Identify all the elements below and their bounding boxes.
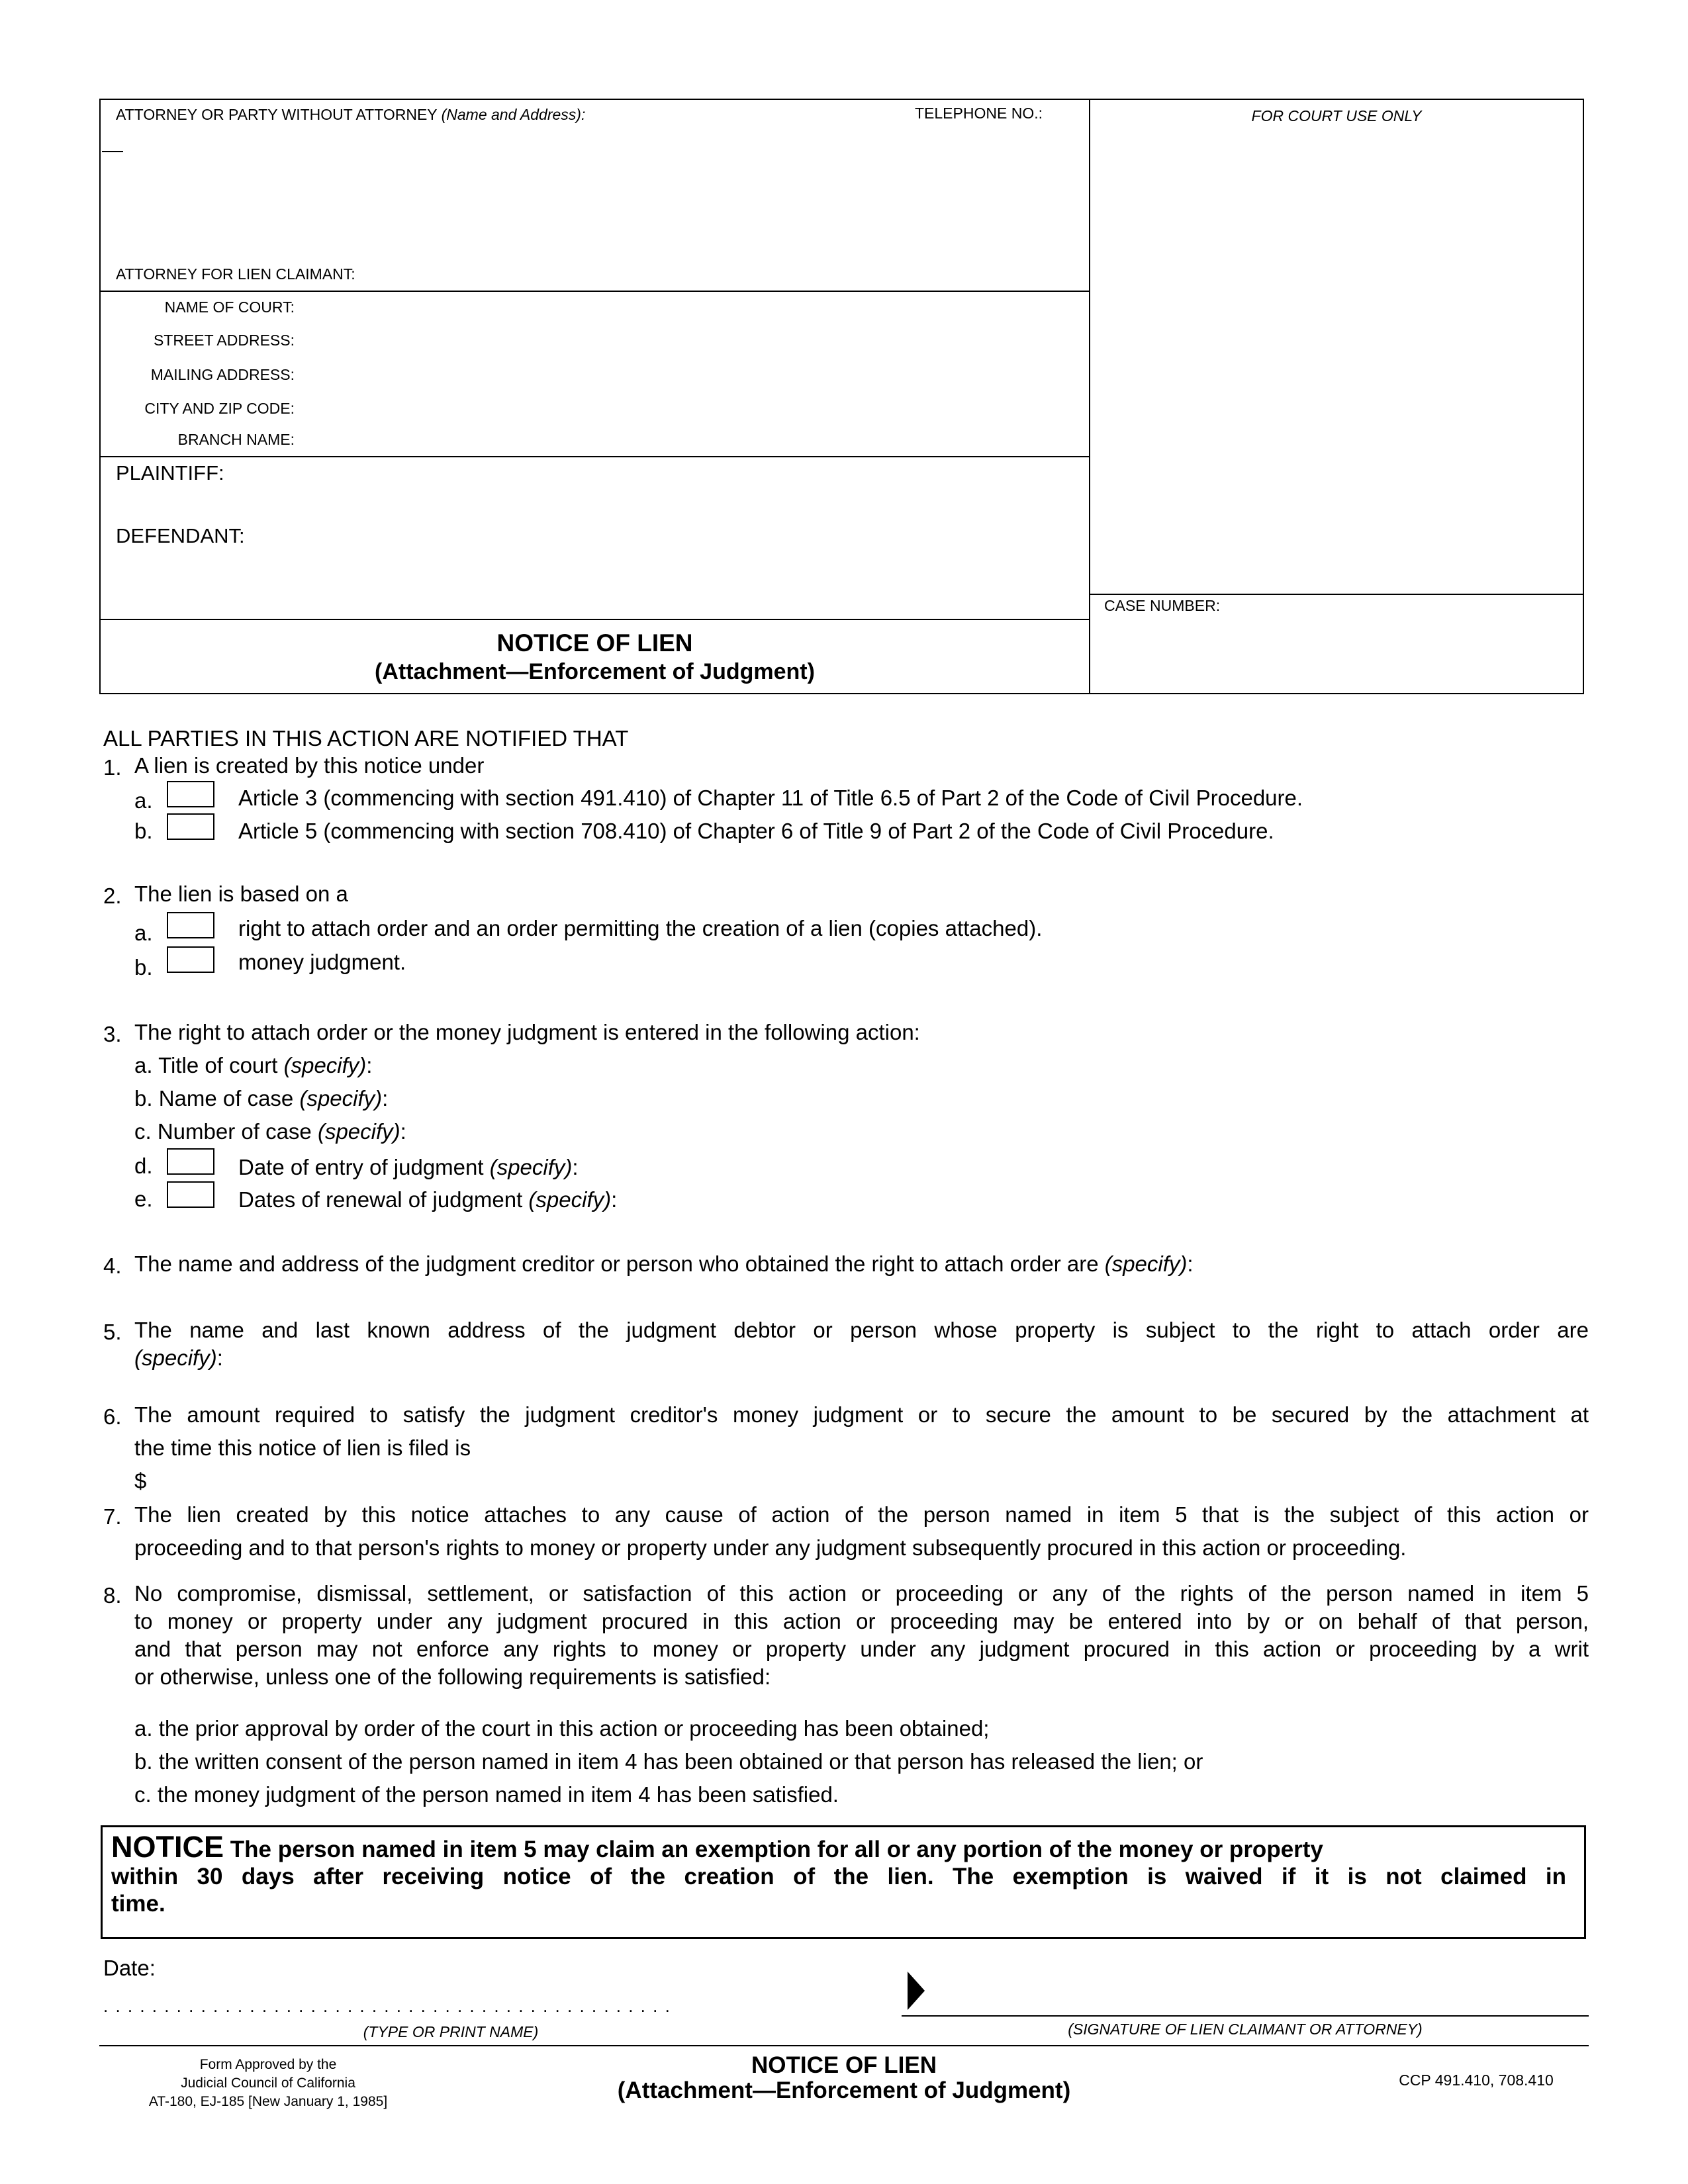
- plaintiff-label: PLAINTIFF:: [116, 461, 224, 484]
- item-2a-checkbox[interactable]: [167, 912, 214, 938]
- notice-line-2: within 30 days after receiving notice of the creation of the lien. The exemption is waived if it is not claimed in: [111, 1864, 1566, 1889]
- item-1a-checkbox[interactable]: [167, 781, 214, 807]
- name-dotted-line[interactable]: . . . . . . . . . . . . . . . . . . . . . . . . . . . . . . . . . . . . . . . . . . . . . . .: [103, 1996, 671, 2016]
- item-3e-checkbox[interactable]: [167, 1181, 214, 1208]
- form-subtitle: (Attachment—Enforcement of Judgment): [375, 659, 815, 684]
- footer-title: NOTICE OF LIEN: [751, 2052, 937, 2078]
- item-7-line-1: The lien created by this notice attaches to any cause of action of the person named in item 5 that is the subject of this action or: [134, 1502, 1589, 1527]
- mailing-address-label: MAILING ADDRESS:: [150, 366, 295, 383]
- code-citation: CCP 491.410, 708.410: [1399, 2071, 1554, 2089]
- item-6-line-1: The amount required to satisfy the judgment creditor's money judgment or to secure the amount to be secured by the attachment at: [134, 1402, 1589, 1427]
- notice-text: NOTICE The person named in item 5 may claim an exemption for all or any portion of the money or property within 30 days after receiving notice of the creation of the lien. The exemption is waived if it is not claimed in time.: [111, 1832, 1566, 1919]
- item-1a-letter: a.: [134, 788, 153, 813]
- item-8-line-4: or otherwise, unless one of the following requirements is satisfied:: [134, 1664, 771, 1689]
- item-3d-text: Date of entry of judgment (specify):: [238, 1155, 579, 1179]
- item-1b-text: Article 5 (commencing with section 708.410) of Chapter 6 of Title 9 of Part 2 of the Code of Civil Procedure.: [238, 819, 1274, 843]
- item-3-text: The right to attach order or the money judgment is entered in the following action:: [134, 1020, 920, 1044]
- item-8-line-3: and that person may not enforce any rights to money or property under any judgment procured in this action or proceeding by a writ: [134, 1637, 1589, 1661]
- notice-line-3: time.: [111, 1891, 165, 1917]
- item-8a-text: a. the prior approval by order of the court in this action or proceeding has been obtained;: [134, 1716, 990, 1741]
- item-8-line-1: No compromise, dismissal, settlement, or satisfaction of this action or proceeding or any of the rights of the person named in item 5: [134, 1581, 1589, 1606]
- item-6-dollar: $: [134, 1469, 147, 1493]
- attorney-label: ATTORNEY OR PARTY WITHOUT ATTORNEY (Name and Address):: [116, 106, 586, 123]
- footer-rule: [99, 2045, 1589, 2046]
- city-zip-label: CITY AND ZIP CODE:: [144, 400, 295, 417]
- item-1b-letter: b.: [134, 819, 153, 843]
- item-2b-checkbox[interactable]: [167, 946, 214, 973]
- item-8-number: 8.: [103, 1583, 122, 1608]
- notice-word: NOTICE: [111, 1830, 224, 1864]
- court-use-label: FOR COURT USE ONLY: [1251, 107, 1422, 124]
- item-1-number: 1.: [103, 755, 122, 780]
- item-3d-letter: d.: [134, 1154, 153, 1178]
- signature-label: (SIGNATURE OF LIEN CLAIMANT OR ATTORNEY): [1068, 2021, 1423, 2038]
- signature-line[interactable]: [902, 2015, 1589, 2017]
- item-5-line-1: The name and last known address of the judgment debtor or person whose property is subject to the right to attach order are: [134, 1318, 1589, 1342]
- item-2b-letter: b.: [134, 955, 153, 979]
- defendant-label: DEFENDANT:: [116, 524, 245, 547]
- signature-arrow-icon: [906, 1970, 926, 2011]
- item-6-number: 6.: [103, 1404, 122, 1429]
- item-3e-letter: e.: [134, 1187, 153, 1211]
- attorney-for-label: ATTORNEY FOR LIEN CLAIMANT:: [116, 265, 355, 283]
- case-number-label: CASE NUMBER:: [1104, 597, 1221, 614]
- item-5-number: 5.: [103, 1320, 122, 1344]
- item-2a-letter: a.: [134, 921, 153, 945]
- item-2-text: The lien is based on a: [134, 882, 348, 906]
- item-8c-text: c. the money judgment of the person named in item 4 has been satisfied.: [134, 1782, 839, 1807]
- item-4-number: 4.: [103, 1253, 122, 1278]
- item-7-line-2: proceeding and to that person's rights to money or property under any judgment subsequently procured in this action or proceeding.: [134, 1535, 1407, 1560]
- item-1a-text: Article 3 (commencing with section 491.410) of Chapter 11 of Title 6.5 of Part 2 of the Code of Civil Procedure.: [238, 786, 1303, 810]
- item-6-line-2: the time this notice of lien is filed is: [134, 1435, 471, 1460]
- item-2a-text: right to attach order and an order permitting the creation of a lien (copies attached).: [238, 916, 1043, 940]
- item-3a-text: a. Title of court (specify):: [134, 1053, 373, 1077]
- item-2-number: 2.: [103, 884, 122, 908]
- item-7-number: 7.: [103, 1504, 122, 1529]
- item-2b-text: money judgment.: [238, 950, 406, 974]
- street-address-label: STREET ADDRESS:: [153, 332, 295, 349]
- item-8b-text: b. the written consent of the person named in item 4 has been obtained or that person has released the lien; or: [134, 1749, 1203, 1774]
- item-8-line-2: to money or property under any judgment procured in this action or proceeding may be entered into by or on behalf of that person,: [134, 1609, 1589, 1633]
- item-1b-checkbox[interactable]: [167, 813, 214, 840]
- branch-name-label: BRANCH NAME:: [177, 431, 295, 448]
- footer-title-block: [563, 2053, 1125, 2103]
- telephone-label: TELEPHONE NO.:: [915, 105, 1043, 122]
- intro-text: ALL PARTIES IN THIS ACTION ARE NOTIFIED THAT: [103, 726, 629, 751]
- form-approved-block: Form Approved by the Judicial Council of California AT-180, EJ-185 [New January 1, 1985]: [148, 2057, 388, 2109]
- item-3c-text: c. Number of case (specify):: [134, 1119, 406, 1144]
- item-1-text: A lien is created by this notice under: [134, 753, 485, 778]
- item-3d-checkbox[interactable]: [167, 1148, 214, 1175]
- item-3-number: 3.: [103, 1022, 122, 1046]
- type-name-label: (TYPE OR PRINT NAME): [363, 2023, 539, 2040]
- item-5-line-2: (specify):: [134, 1345, 223, 1370]
- name-of-court-label: NAME OF COURT:: [164, 298, 295, 316]
- item-4-text: The name and address of the judgment creditor or person who obtained the right to attach order are (specify):: [134, 1251, 1194, 1276]
- footer-subtitle: (Attachment—Enforcement of Judgment): [617, 2077, 1071, 2103]
- form-title: NOTICE OF LIEN: [496, 629, 693, 657]
- item-3e-text: Dates of renewal of judgment (specify):: [238, 1187, 618, 1212]
- date-label: Date:: [103, 1956, 156, 1980]
- item-3b-text: b. Name of case (specify):: [134, 1086, 389, 1111]
